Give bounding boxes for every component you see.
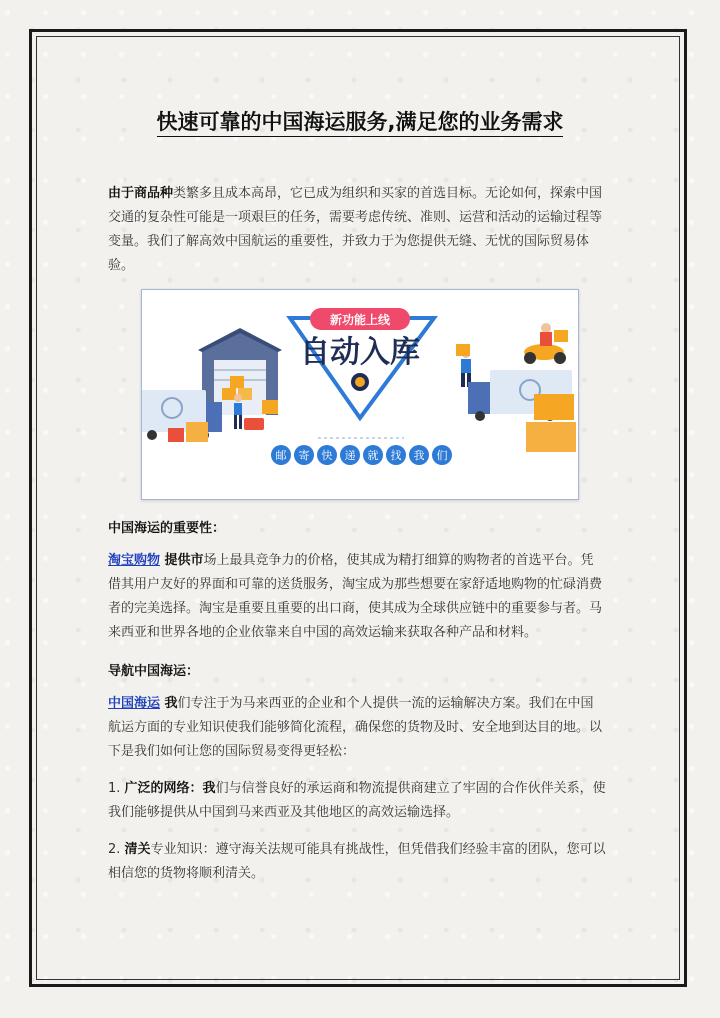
new-feature-badge: 新功能上线 — [329, 313, 391, 327]
section1-text: 场上最具竞争力的价格，使其成为精打细算的购物者的首选平台。凭借其用户友好的界面和可靠的送货服务，淘宝成为那些想要在家舒适地购物的忙碌消费者的完美选择。淘宝是重要且重要的出口商，使其成为全球供应链中的重要参与者。马来西亚和世界各地的企业依靠来自中国的高效运输来获取各种产品和材料。 — [108, 553, 603, 640]
tagline-char: 递 — [344, 449, 356, 462]
promo-banner — [141, 289, 579, 500]
intro-text: 类繁多且成本高昂，它已成为组织和买家的首选目标。无论如何，探索中国交通的复杂性可能是一项艰巨的任务，需要考虑传统、准则、运营和活动的运输过程等变量。我们了解高效中国航运的重要性，并致力于为您提供无缝、无忧的国际贸易体验。 — [108, 186, 603, 273]
banner-headline — [290, 308, 434, 438]
list-item-text: 专业知识：遵守海关法规可能具有挑战性，但凭借我们经验丰富的团队，您可以相信您的货物将顺利清关。 — [108, 842, 606, 881]
courier-worker-icon — [456, 344, 471, 387]
auto-warehousing-heading: 自动入库 — [300, 335, 420, 370]
list-item-number: 1. — [108, 781, 125, 796]
page-title — [0, 106, 720, 136]
section1-heading: 中国海运的重要性： — [108, 521, 226, 536]
page-title-text: 快速可靠的中国海运服务,满足您的业务需求 — [157, 110, 564, 137]
section1-paragraph — [108, 549, 606, 645]
list-item-number: 2. — [108, 842, 125, 857]
list-item-customs — [108, 838, 606, 886]
section2-heading: 导航中国海运： — [108, 664, 200, 679]
tagline-char: 邮 — [275, 449, 287, 462]
tagline-char: 我 — [413, 449, 425, 462]
intro-paragraph — [108, 182, 606, 278]
tagline-char: 们 — [436, 449, 448, 462]
intro-bold-lead: 由于商品种 — [108, 186, 174, 201]
tagline-char: 寄 — [298, 449, 310, 462]
list-item-bold: 广泛的网络：我 — [124, 781, 216, 796]
list-item-text: 们与信誉良好的承运商和物流提供商建立了牢固的合作伙伴关系，使我们能够提供从中国到马来西亚及其他地区的高效运输选择。 — [108, 781, 606, 820]
section2-text: 们专注于为马来西亚的企业和个人提供一流的运输解决方案。我们在中国航运方面的专业知识使我们能够简化流程，确保您的货物及时、安全地到达目的地。以下是我们如何让您的国际贸易变得更轻松： — [108, 696, 603, 759]
taobao-shopping-link[interactable]: 淘宝购物 — [108, 553, 161, 568]
china-shipping-link[interactable]: 中国海运 — [108, 696, 161, 711]
section2-bold-lead: 我 — [160, 696, 178, 711]
list-item-network — [108, 777, 606, 825]
delivery-scooter-icon — [524, 323, 568, 364]
tagline-circles — [271, 445, 452, 465]
section2-paragraph — [108, 692, 606, 764]
tagline-char: 就 — [367, 449, 379, 462]
list-item-bold: 清关 — [124, 842, 151, 857]
tagline-char: 快 — [321, 449, 333, 462]
tagline-char: 找 — [390, 449, 402, 462]
section1-bold-lead: 提供市 — [160, 553, 204, 568]
